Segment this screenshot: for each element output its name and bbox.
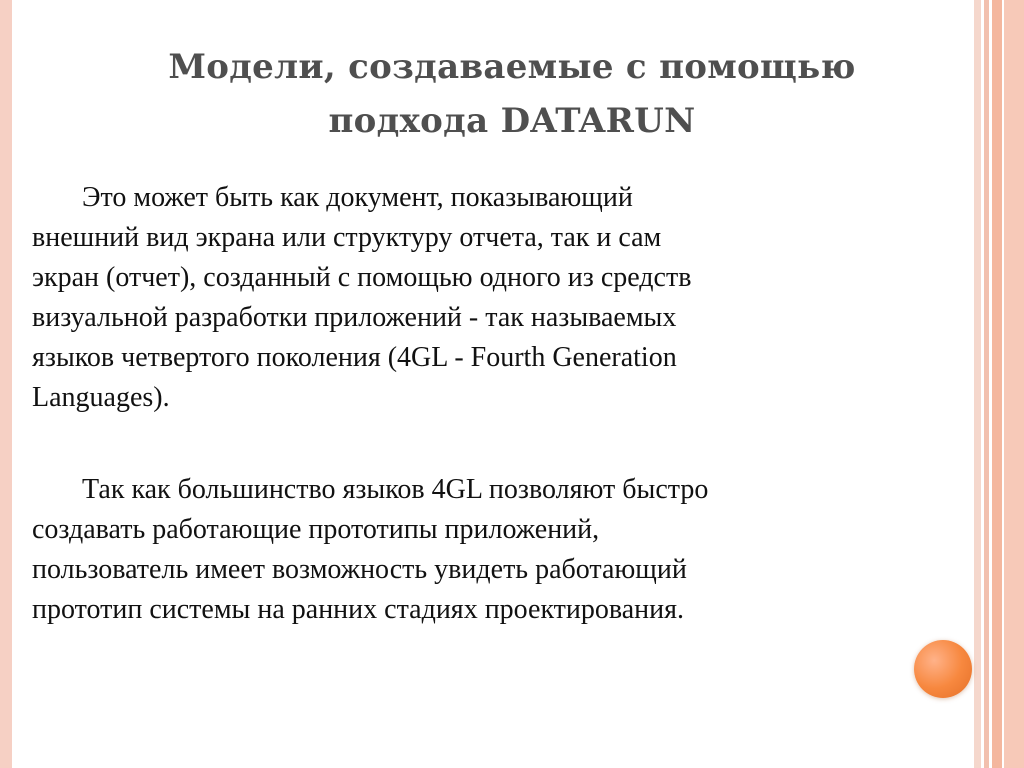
paragraph-2 [32, 470, 932, 630]
slide-body [32, 178, 932, 630]
title-line: подхода DATARUN [328, 101, 696, 141]
paragraph-line: языков четвертого поколения (4GL - Fourth Generation [32, 342, 677, 373]
orange-circle-icon [914, 640, 972, 698]
paragraph-line: Languages). [32, 382, 170, 413]
right-decorative-stripe [1004, 0, 1024, 768]
left-decorative-border [0, 0, 12, 768]
title-line: Модели, создаваемые с помощью [168, 47, 856, 87]
paragraph-line: экран (отчет), созданный с помощью одного из средств [32, 262, 692, 293]
paragraph-line: прототип системы на ранних стадиях проектирования. [32, 594, 685, 625]
paragraph-1 [32, 178, 932, 418]
right-decorative-stripe [984, 0, 989, 768]
paragraph-line: создавать работающие прототипы приложений, [32, 514, 600, 545]
right-decorative-stripe [992, 0, 1002, 768]
paragraph-line: визуальной разработки приложений - так называемых [32, 302, 677, 333]
slide-title [82, 40, 942, 148]
paragraph-line: Это может быть как документ, показывающий [82, 182, 633, 213]
paragraph-line: пользователь имеет возможность увидеть работающий [32, 554, 687, 585]
right-decorative-stripe [974, 0, 981, 768]
paragraph-line: внешний вид экрана или структуру отчета, так и сам [32, 222, 662, 253]
paragraph-line: Так как большинство языков 4GL позволяют быстро [82, 474, 709, 505]
paragraph-spacer [32, 418, 932, 470]
